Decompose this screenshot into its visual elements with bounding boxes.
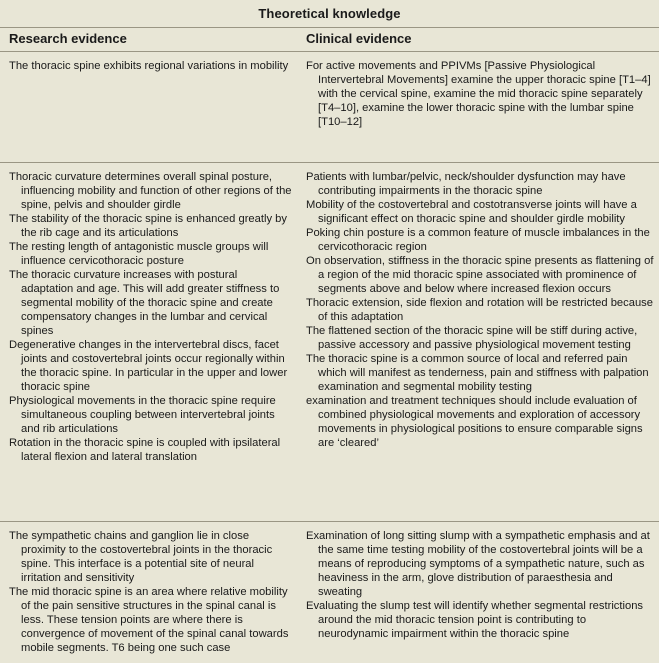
clinical-entry: On observation, stiffness in the thoracic spine presents as flattening of a region of the mid thoracic spine associated with prominence of segments above and below where increased flexion occurs bbox=[306, 255, 654, 295]
research-entry: The stability of the thoracic spine is enhanced greatly by the rib cage and its articulations bbox=[9, 213, 287, 239]
clinical-entry: Evaluating the slump test will identify whether segmental restrictions around the mid thoracic tension point is contributing to neurodynamic impairment within the thoracic spine bbox=[306, 600, 644, 640]
research-entry: The thoracic curvature increases with postural adaptation and age. This will add greater stiffness to segmental mobility of the thoracic spine and create compensatory changes in the lumbar and cervical spines bbox=[9, 269, 280, 337]
research-entry: Thoracic curvature determines overall spinal posture, influencing mobility and function of other regions of the spine, pelvis and shoulder girdle bbox=[9, 171, 292, 211]
research-entry: The mid thoracic spine is an area where relative mobility of the pain sensitive structures in the spinal canal is less. These tension points are where there is convergence of movement of the spinal canal towards mobile segments. T6 being one such case bbox=[9, 586, 289, 654]
table-section-regional-mobility bbox=[0, 52, 659, 163]
research-entry: The sympathetic chains and ganglion lie in close proximity to the costovertebral joints in the thoracic spine. This interface is a potential site of neural irritation and sensitivity bbox=[9, 530, 273, 584]
table-title: Theoretical knowledge bbox=[0, 0, 659, 28]
research-entry: The thoracic spine exhibits regional variations in mobility bbox=[9, 60, 289, 72]
header-clinical-evidence: Clinical evidence bbox=[306, 31, 412, 46]
clinical-entry: The flattened section of the thoracic spine will be stiff during active, passive accessory and passive physiological movement testing bbox=[306, 325, 638, 351]
research-entry: Physiological movements in the thoracic spine require simultaneous coupling between intervertebral joints and rib articulations bbox=[9, 395, 276, 435]
header-research-evidence: Research evidence bbox=[9, 31, 127, 46]
research-entry: Degenerative changes in the intervertebral discs, facet joints and costovertebral joints occur regionally within the thoracic spine. In particular in the upper and lower thoracic spine bbox=[9, 339, 288, 393]
clinical-cell bbox=[296, 522, 659, 662]
research-cell bbox=[0, 163, 296, 521]
clinical-entry: For active movements and PPIVMs [Passive Physiological Intervertebral Movements] examine the upper thoracic spine [T1–4] with the cervical spine, examine the mid thoracic spine separately [T4–10], examine the lower thoracic spine with the lumbar spine [T10–12] bbox=[306, 60, 651, 128]
table-section-neural-structures bbox=[0, 522, 659, 662]
research-cell bbox=[0, 52, 296, 162]
clinical-cell bbox=[296, 52, 659, 162]
clinical-entry: Poking chin posture is a common feature of muscle imbalances in the cervicothoracic region bbox=[306, 227, 650, 253]
research-entry: The resting length of antagonistic muscle groups will influence cervicothoracic posture bbox=[9, 241, 269, 267]
table-header-row bbox=[0, 28, 659, 52]
clinical-entry: Examination of long sitting slump with a sympathetic emphasis and at the same time testing mobility of the costovertebral joints will be a means of reproducing symptoms of a sympathetic nature, such as heaviness in the arm, glove distribution of paraesthesia and sweating bbox=[306, 530, 650, 598]
research-entry: Rotation in the thoracic spine is coupled with ipsilateral lateral flexion and lateral translation bbox=[9, 437, 281, 463]
research-cell bbox=[0, 522, 296, 662]
clinical-entry: Mobility of the costovertebral and costotransverse joints will have a significant effect on thoracic spine and shoulder girdle mobility bbox=[306, 199, 637, 225]
clinical-entry: examination and treatment techniques should include evaluation of combined physiological movements and exploration of accessory movements in physiological positions to ensure comparable signs are ‘cleared’ bbox=[306, 395, 643, 449]
clinical-entry: The thoracic spine is a common source of local and referred pain which will manifest as tenderness, pain and stiffness with palpation examination and segmental mobility testing bbox=[306, 353, 649, 393]
table-section-posture-and-mobility bbox=[0, 163, 659, 522]
clinical-cell bbox=[296, 163, 659, 521]
clinical-entry: Thoracic extension, side flexion and rotation will be restricted because of this adaptation bbox=[306, 297, 653, 323]
clinical-entry: Patients with lumbar/pelvic, neck/shoulder dysfunction may have contributing impairments in the thoracic spine bbox=[306, 171, 626, 197]
